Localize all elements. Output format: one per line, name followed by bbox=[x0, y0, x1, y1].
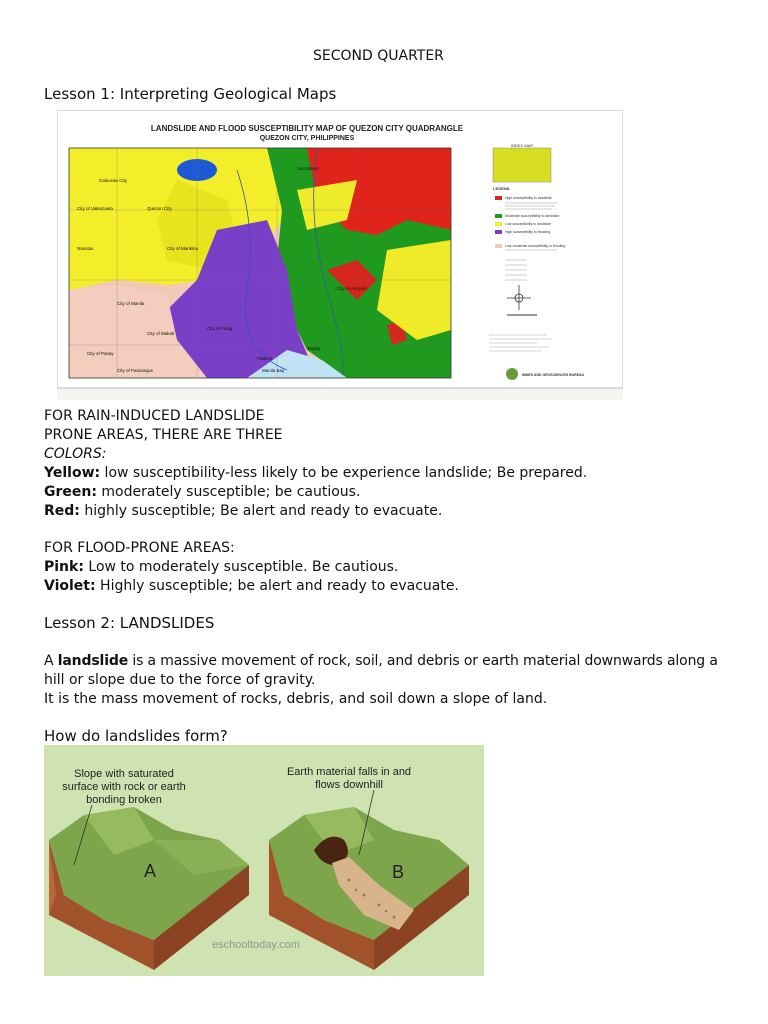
color-item-red bbox=[44, 502, 442, 521]
caption-a-line1: Slope with saturated bbox=[74, 768, 174, 780]
formation-question: How do landslides form? bbox=[44, 727, 228, 745]
landslide-formation-figure bbox=[44, 745, 484, 976]
caption-b-line1: Earth material falls in and bbox=[286, 766, 412, 778]
svg-text:High susceptibility to floodin: High susceptibility to flooding bbox=[505, 230, 551, 234]
colors-label: COLORS: bbox=[44, 446, 107, 462]
svg-text:City of Pasay: City of Pasay bbox=[87, 351, 114, 356]
color-item-pink bbox=[44, 558, 398, 577]
color-item-green bbox=[44, 483, 360, 502]
color-name: Green: bbox=[44, 484, 97, 500]
map-title-line1: LANDSLIDE AND FLOOD SUSCEPTIBILITY MAP OF QUEZON CITY QUADRANGLE bbox=[150, 124, 464, 133]
svg-text:LEGEND: LEGEND bbox=[493, 186, 510, 191]
def-text: is a massive movement of rock, soil, and debris or earth material downwards along a bbox=[128, 653, 718, 669]
svg-text:Low-moderate susceptibility to: Low-moderate susceptibility to flooding bbox=[505, 244, 566, 248]
color-name: Pink: bbox=[44, 559, 84, 575]
svg-text:INDEX MAP: INDEX MAP bbox=[510, 143, 534, 148]
color-item-yellow bbox=[44, 464, 587, 483]
svg-text:City of Valenzuela: City of Valenzuela bbox=[77, 206, 113, 211]
svg-text:Manila Bay: Manila Bay bbox=[262, 368, 285, 373]
svg-text:Pateros: Pateros bbox=[257, 356, 273, 361]
svg-text:Low susceptibility to landslid: Low susceptibility to landslide bbox=[505, 222, 551, 226]
color-name: Yellow: bbox=[44, 465, 101, 481]
color-desc: Low to moderately susceptible. Be cautious. bbox=[83, 559, 399, 575]
map-title-line2: QUEZON CITY, PHILIPPINES bbox=[259, 135, 355, 142]
label-a: A bbox=[144, 861, 157, 881]
landslide-intro-line1: FOR RAIN-INDUCED LANDSLIDE bbox=[44, 408, 265, 424]
color-name: Red: bbox=[44, 503, 80, 519]
landslide-definition-line1 bbox=[44, 652, 724, 671]
landslide-intro-line2: PRONE AREAS, THERE ARE THREE bbox=[44, 427, 283, 443]
svg-text:Moderate susceptibility to lan: Moderate susceptibility to landslide bbox=[505, 214, 560, 218]
lesson1-title: Lesson 1: Interpreting Geological Maps bbox=[44, 85, 337, 103]
lesson2-title: Lesson 2: LANDSLIDES bbox=[44, 614, 215, 632]
color-item-violet bbox=[44, 577, 459, 596]
label-b: B bbox=[392, 862, 405, 882]
svg-text:Caloocan City: Caloocan City bbox=[99, 178, 128, 183]
svg-text:City of Pasig: City of Pasig bbox=[207, 326, 233, 331]
svg-text:Navotas: Navotas bbox=[77, 246, 94, 251]
svg-text:City of Marikina: City of Marikina bbox=[167, 246, 199, 251]
svg-text:Quezon City: Quezon City bbox=[147, 206, 172, 211]
flood-heading: FOR FLOOD-PRONE AREAS: bbox=[44, 540, 235, 556]
svg-text:City of Paranaque: City of Paranaque bbox=[117, 368, 154, 373]
color-desc: highly susceptible; Be alert and ready to evacuate. bbox=[79, 503, 443, 519]
svg-text:City of Manila: City of Manila bbox=[117, 301, 145, 306]
svg-text:San Mateo: San Mateo bbox=[297, 166, 319, 171]
color-desc: moderately susceptible; be cautious. bbox=[96, 484, 361, 500]
watermark: eschooltoday.com bbox=[212, 939, 300, 951]
caption-a-line3: bonding broken bbox=[86, 794, 162, 806]
caption-a-line2: surface with rock or earth bbox=[62, 781, 186, 793]
color-desc: Highly susceptible; be alert and ready to evacuate. bbox=[95, 578, 459, 594]
svg-text:City of Makati: City of Makati bbox=[147, 331, 175, 336]
color-name: Violet: bbox=[44, 578, 96, 594]
def-prefix: A bbox=[44, 653, 58, 669]
svg-text:MINES AND GEOSCIENCES BUREAU: MINES AND GEOSCIENCES BUREAU bbox=[522, 373, 585, 377]
landslide-definition-para2: It is the mass movement of rocks, debris, and soil down a slope of land. bbox=[44, 691, 548, 707]
landslide-definition-line2: hill or slope due to the force of gravity. bbox=[44, 672, 316, 688]
quarter-heading: SECOND QUARTER bbox=[313, 48, 444, 64]
svg-text:Taytay: Taytay bbox=[307, 346, 321, 351]
susceptibility-map bbox=[57, 110, 623, 400]
svg-text:City of Antipolo: City of Antipolo bbox=[337, 286, 368, 291]
caption-b-line2: flows downhill bbox=[315, 779, 383, 791]
svg-text:High susceptibility to landsli: High susceptibility to landslide bbox=[505, 196, 552, 200]
def-term: landslide bbox=[57, 653, 129, 669]
color-desc: low susceptibility-less likely to be experience landslide; Be prepared. bbox=[100, 465, 588, 481]
